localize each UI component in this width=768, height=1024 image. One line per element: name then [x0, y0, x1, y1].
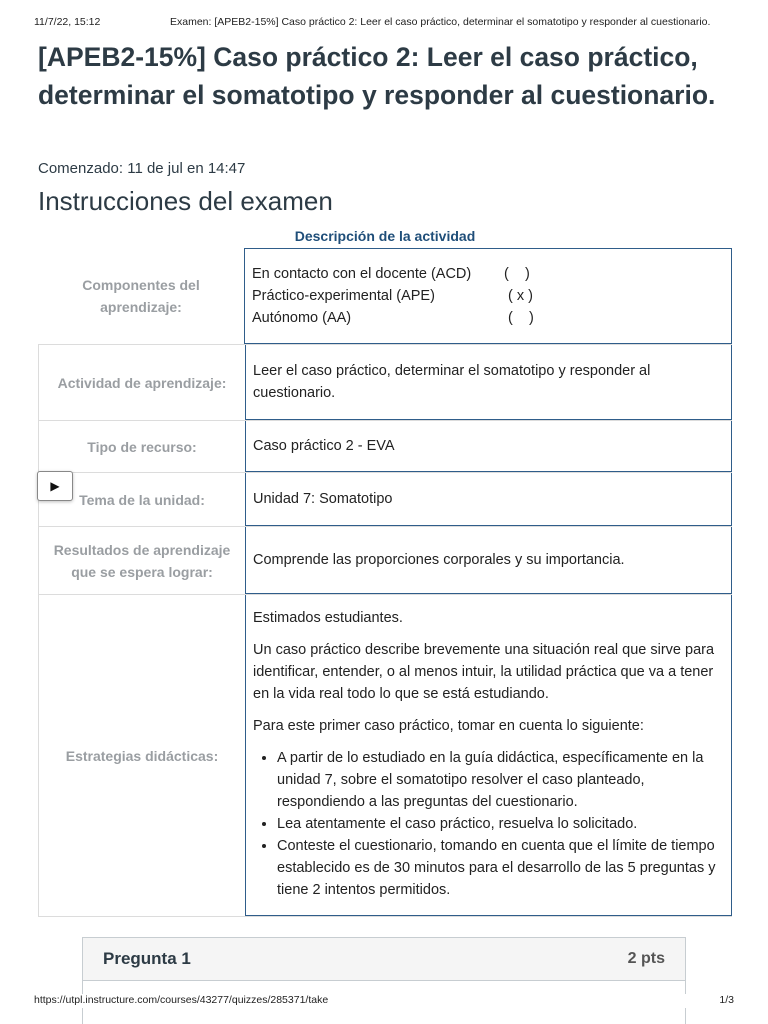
activity-description-caption: Descripción de la actividad [294, 228, 476, 244]
print-footer [34, 994, 734, 1008]
started-timestamp: Comenzado: 11 de jul en 14:47 [38, 160, 246, 177]
table-row [38, 420, 732, 472]
component-name: Autónomo (AA) [252, 310, 352, 326]
component-mark: ( ) [504, 266, 530, 282]
unit-value: Unidad 7: Somatotipo [245, 473, 732, 526]
print-page-title: Examen: [APEB2-15%] Caso práctico 2: Leer el caso práctico, determinar el somatotipo y responder al cuestionario. [170, 16, 711, 28]
quiz-title: [APEB2-15%] Caso práctico 2: Leer el caso práctico, determinar el somatotipo y responder al cuestionario. [38, 42, 716, 110]
question-points: 2 pts [627, 950, 665, 967]
strategies-label: Estrategias didácticas: [65, 747, 219, 764]
component-mark: ( ) [504, 310, 534, 326]
list-item: • Conteste el cuestionario, tomando en cuenta que el límite de tiempo establecido es de 30 minutos para el desarrollo de las 5 preguntas y tiene 2 intentos permitidos. [277, 835, 721, 901]
strategies-intro: Un caso práctico describe brevemente una situación real que sirve para identificar, entender, o al menos intuir, la utilidad práctica que va a tener en la vida real todo lo que se está estudiando. [253, 642, 715, 702]
print-url: https://utpl.instructure.com/courses/43277/quizzes/285371/take [34, 994, 329, 1006]
components-value [244, 248, 732, 344]
print-date: 11/7/22, 15:12 [34, 16, 101, 28]
list-item: • A partir de lo estudiado en la guía didáctica, específicamente en la unidad 7, sobre el somatotipo resolver el caso planteado, respondiendo a las preguntas del cuestionario. [277, 747, 721, 813]
components-label: Componentes del aprendizaje: [82, 277, 200, 315]
table-row [38, 248, 732, 344]
learning-activity-value: Leer el caso práctico, determinar el somatotipo y responder al cuestionario. [245, 345, 732, 420]
list-item: • Lea atentamente el caso práctico, resuelva lo solicitado. [277, 813, 721, 835]
question-card [82, 937, 686, 1024]
strategies-greeting: Estimados estudiantes. [253, 610, 403, 626]
strategies-value [245, 595, 732, 916]
play-button[interactable] [37, 471, 73, 501]
learning-results-label: Resultados de aprendizaje que se espera lograr: [53, 541, 231, 580]
instructions-heading: Instrucciones del examen [38, 186, 333, 216]
question-title: Pregunta 1 [103, 949, 191, 968]
learning-results-value: Comprende las proporciones corporales y su importancia. [245, 527, 732, 594]
print-page-number: 1/3 [719, 994, 734, 1006]
component-name: Práctico-experimental (APE) [252, 288, 435, 304]
learning-activity-label: Actividad de aprendizaje: [57, 374, 227, 391]
component-mark: ( x ) [504, 288, 533, 304]
activity-description-table [38, 248, 732, 917]
component-name: En contacto con el docente (ACD) [252, 266, 472, 282]
table-row [38, 344, 732, 420]
unit-label: Tema de la unidad: [79, 491, 205, 508]
resource-type-value: Caso práctico 2 - EVA [245, 421, 732, 472]
play-icon: ▶ [50, 479, 60, 493]
strategies-lead: Para este primer caso práctico, tomar en cuenta lo siguiente: [253, 718, 644, 734]
table-row [38, 594, 732, 917]
strategies-list [253, 747, 721, 901]
table-row [38, 526, 732, 594]
table-row [38, 472, 732, 526]
resource-type-label: Tipo de recurso: [87, 438, 197, 455]
question-header [83, 938, 685, 981]
component-item [252, 263, 721, 285]
component-item [252, 285, 721, 307]
component-item [252, 307, 721, 329]
